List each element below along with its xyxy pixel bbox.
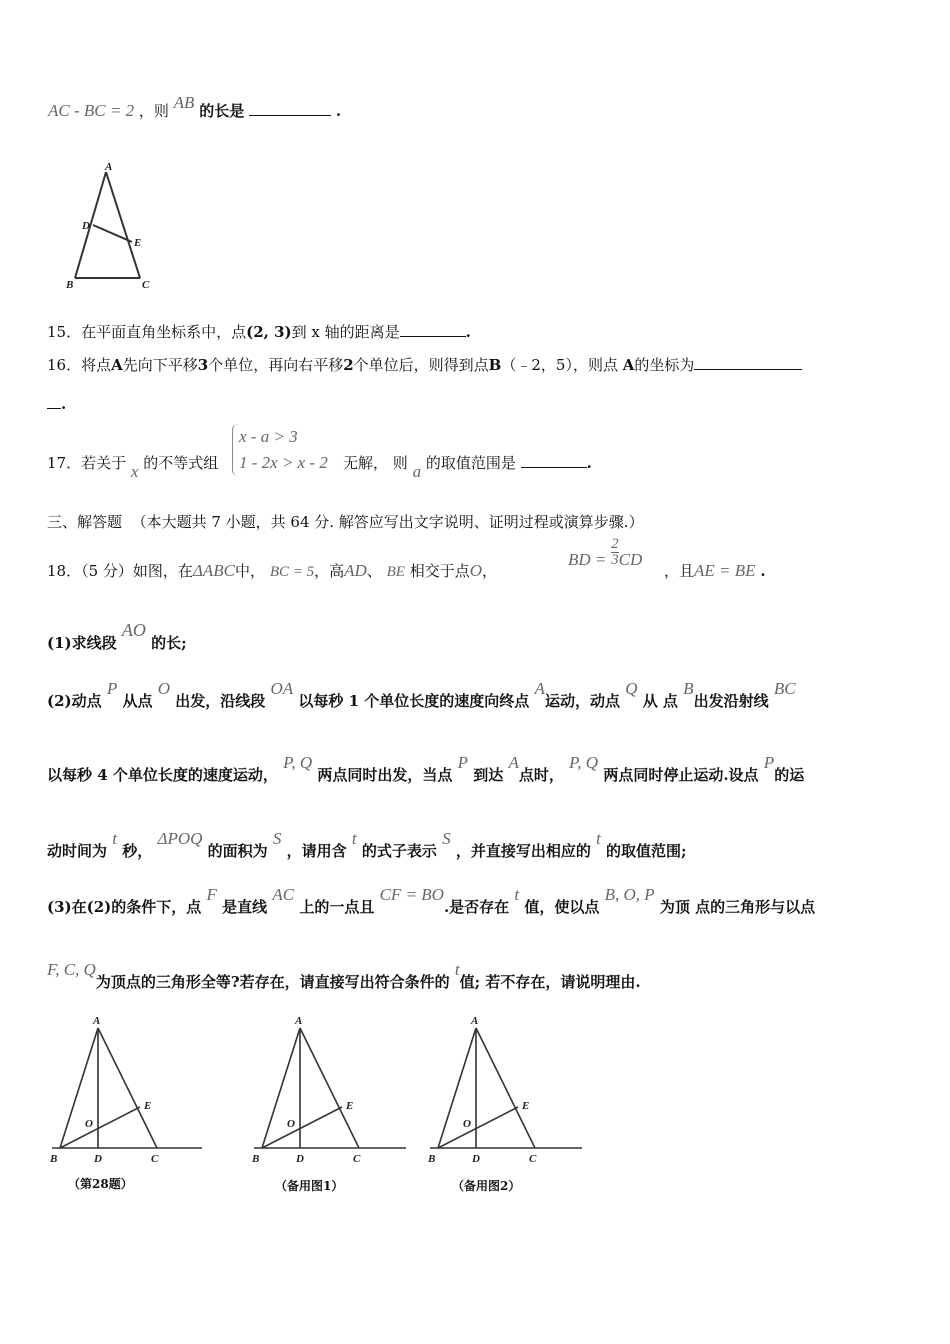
q15-text: 在平面直角坐标系中，点 <box>81 323 247 341</box>
figure-caption-backup-2: （备用图2） <box>452 1179 521 1193</box>
q18-part2-line3 <box>47 828 687 860</box>
q17-text2: 的不等式组 <box>143 454 219 472</box>
q17-var-x: x <box>130 462 139 481</box>
part2-l1-b: 从点 <box>122 692 153 710</box>
q18-frac-den: 3 <box>611 552 619 568</box>
fig2-side-ab <box>262 1028 300 1148</box>
q14-label-d: D <box>82 220 90 232</box>
figure-backup-2 <box>427 1015 582 1165</box>
fig3-label-e: E <box>522 1100 530 1112</box>
q18-part2-line2 <box>47 752 805 784</box>
q18-comma: ， <box>482 562 498 580</box>
q17-var-a: a <box>412 462 422 481</box>
fig2-side-ac <box>300 1028 359 1148</box>
part2-t3: t <box>596 829 601 848</box>
q18-part2-line1 <box>47 678 796 710</box>
section3-title: 三、解答题 <box>47 513 123 531</box>
part2-p: P <box>106 679 118 698</box>
fig1-label-e: E <box>144 1100 152 1112</box>
part2-l1-e: 运动，动点 <box>544 692 620 710</box>
q16-answer-blank <box>694 355 802 370</box>
q18-fraction <box>611 537 619 568</box>
part3-l1-d: .是否存在 <box>443 898 510 916</box>
q18-part1 <box>47 620 187 652</box>
part2-l3-g: 的取值范围; <box>606 842 687 860</box>
part3-l2-b: 值; 若不存在，请说明理由. <box>459 973 641 991</box>
q18-bd: BD = <box>568 549 607 569</box>
figure-caption-main: （第28题） <box>68 1177 133 1191</box>
q16-number: 16． <box>47 356 82 374</box>
q18-intro-tail <box>664 560 766 581</box>
part3-bop: B, O, P <box>604 885 655 904</box>
part2-t: t <box>112 829 117 848</box>
q15-period: . <box>465 323 471 341</box>
q18-intro <box>47 560 497 581</box>
fig3-label-o: O <box>463 1118 471 1130</box>
part2-b: B <box>683 679 694 698</box>
q14-label-c: C <box>142 279 150 291</box>
part2-l3-b: 秒， <box>122 842 153 860</box>
q16-coord: （﹣2，5） <box>501 356 573 374</box>
q16-point-b: B <box>488 356 502 374</box>
fig1-label-b: B <box>50 1153 58 1165</box>
q16-period: . <box>61 395 67 413</box>
fig1-label-a: A <box>93 1015 101 1027</box>
q18-text5: ，且 <box>664 562 695 580</box>
q15-number: 15． <box>47 323 82 341</box>
q14-answer-blank <box>249 101 331 116</box>
part2-l2-d: 点时， <box>518 766 564 784</box>
fig1-altitude-be <box>60 1107 140 1148</box>
fig1-label-c: C <box>151 1153 159 1165</box>
q14-label-e: E <box>134 237 142 249</box>
part2-l1-d: 以每秒 1 个单位长度的速度向终点 <box>298 692 530 710</box>
q14-period: . <box>335 102 342 120</box>
q17-inequality-1: x - a > 3 <box>239 427 298 446</box>
q16-num2: 2 <box>343 356 354 374</box>
part2-pq2: P, Q <box>569 753 599 772</box>
part2-l3-d: ，请用含 <box>286 842 347 860</box>
part2-o: O <box>157 679 171 698</box>
part2-l2-c: 到达 <box>473 766 504 784</box>
q16-num3: 3 <box>197 356 209 374</box>
q18-sep: 、 <box>366 562 382 580</box>
q16-text3: 个单位，再向右平移 <box>208 356 344 374</box>
q16-point-a: A <box>111 356 123 374</box>
q17-text1: 若关于 <box>81 454 127 472</box>
q16-text5: ，则点 <box>572 356 618 374</box>
q17-inequality-system <box>232 424 328 476</box>
q16-continuation <box>47 394 66 413</box>
part2-a2: A <box>508 753 519 772</box>
part3-f: F <box>206 885 217 904</box>
fig3-side-ac <box>476 1028 535 1148</box>
q16-blank-cont <box>47 394 61 409</box>
q17-inequality-2: 1 - 2x > x - 2 <box>239 453 328 472</box>
q18-period: . <box>760 562 766 580</box>
part2-q: Q <box>625 679 638 698</box>
part3-l1-e: 值，使以点 <box>524 898 600 916</box>
q15-point: (2, 3) <box>246 323 292 341</box>
q16-text6: 的坐标为 <box>634 356 695 374</box>
q18-frac-num: 2 <box>611 536 619 552</box>
part2-t2: t <box>351 829 357 848</box>
q14-math-ab: AB <box>173 93 195 112</box>
part2-l2-e: 两点同时停止运动.设点 <box>603 766 759 784</box>
part2-s2: S <box>442 829 451 848</box>
part2-l3-c: 的面积为 <box>207 842 268 860</box>
q16-point-a2: A <box>622 356 635 374</box>
part3-ac: AC <box>272 885 295 904</box>
q15-answer-blank <box>400 322 466 337</box>
q16-text2: 先向下平移 <box>122 356 198 374</box>
q18-figures <box>40 1012 600 1172</box>
part2-poq: ΔPOQ <box>157 829 203 848</box>
part2-l1-a: (2)动点 <box>47 692 102 710</box>
q17-period: . <box>586 454 592 472</box>
part3-t2: t <box>454 960 460 979</box>
fig2-label-e: E <box>346 1100 354 1112</box>
part3-l1-f: 为顶 点的三角形与以点 <box>659 898 816 916</box>
fig3-label-c: C <box>529 1153 537 1165</box>
figure-main <box>49 1015 202 1165</box>
part2-a: A <box>534 679 545 698</box>
q17-line <box>47 452 219 481</box>
part3-l2-a: 为顶点的三角形全等?若存在，请直接写出符合条件的 <box>95 973 450 991</box>
q18-cd: CD <box>618 549 643 569</box>
q14-side-ab <box>75 172 106 278</box>
part2-l3-a: 动时间为 <box>47 842 108 860</box>
q18-number: 18． <box>47 562 82 580</box>
fig2-label-a: A <box>295 1015 303 1027</box>
part2-l2-b: 两点同时出发，当点 <box>317 766 453 784</box>
part3-l1-c: 上的一点且 <box>299 898 375 916</box>
q14-label-b: B <box>66 279 74 291</box>
part2-p2: P <box>457 753 468 772</box>
part3-fcq: F, C, Q <box>47 960 96 979</box>
q16-text4: 个单位后，则得到点 <box>353 356 489 374</box>
fig1-label-d: D <box>94 1153 102 1165</box>
fig2-label-d: D <box>296 1153 304 1165</box>
q18-text2: 中， <box>235 562 266 580</box>
q16-line <box>47 354 907 375</box>
q15-line <box>47 321 907 342</box>
q18-score: （5 分） <box>81 562 133 580</box>
part3-l1-b: 是直线 <box>222 898 268 916</box>
figure-backup-1 <box>251 1015 406 1165</box>
q17-text4: 的取值范围是 <box>425 454 516 472</box>
q18-part3-line1 <box>47 884 816 916</box>
q14-triangle-figure <box>60 158 160 292</box>
q18-ad: AD <box>344 561 367 580</box>
q17-answer-blank <box>521 453 587 468</box>
q18-text3: ，高 <box>314 562 345 580</box>
fig2-label-c: C <box>353 1153 361 1165</box>
part3-t: t <box>514 885 520 904</box>
q17-text3: 无解， 则 <box>343 454 408 472</box>
fig3-label-d: D <box>472 1153 480 1165</box>
fig3-label-a: A <box>471 1015 479 1027</box>
fig1-label-o: O <box>85 1118 93 1130</box>
q18-part3-line2 <box>47 959 641 991</box>
fig1-side-ab <box>60 1028 98 1148</box>
part2-l1-f: 从 点 <box>642 692 678 710</box>
part2-l3-f: ，并直接写出相应的 <box>455 842 591 860</box>
q18-bd-equation <box>568 537 642 568</box>
q18-o: O <box>469 561 482 580</box>
q14-text-then: ，则 <box>138 102 169 120</box>
q17-number: 17． <box>47 454 82 472</box>
fig2-label-b: B <box>252 1153 260 1165</box>
part2-l3-e: 的式子表示 <box>361 842 437 860</box>
part2-pq: P, Q <box>283 753 313 772</box>
q18-triangle: ΔABC <box>192 561 236 580</box>
part1-ao: AO <box>121 620 146 640</box>
part2-bc: BC <box>773 679 796 698</box>
q18-text1: 如图，在 <box>132 562 193 580</box>
part2-l2-a: 以每秒 4 个单位长度的速度运动， <box>47 766 278 784</box>
q18-ae-be: AE = BE <box>694 561 756 580</box>
fig2-altitude-be <box>262 1107 342 1148</box>
q18-text4: 相交于点 <box>409 562 470 580</box>
section3-desc: （本大题共 7 小题，共 64 分. 解答应写出文字说明、证明过程或演算步骤.） <box>131 513 644 531</box>
part2-l2-f: 的运 <box>774 766 805 784</box>
fig3-label-b: B <box>428 1153 436 1165</box>
part2-s: S <box>272 829 282 848</box>
q18-bc: BC = 5 <box>269 564 315 580</box>
q15-text2: 到 x 轴的距离是 <box>291 323 400 341</box>
part1-label: (1)求线段 <box>47 634 117 652</box>
part2-l1-g: 出发沿射线 <box>693 692 769 710</box>
q16-text1: 将点 <box>81 356 112 374</box>
fig3-side-ab <box>438 1028 476 1148</box>
part2-p3: P <box>763 753 775 772</box>
q18-be: BE <box>386 564 405 580</box>
fig2-label-o: O <box>287 1118 295 1130</box>
q17-line-tail <box>343 452 592 481</box>
part2-l1-c: 出发，沿线段 <box>175 692 266 710</box>
figure-caption-backup-1: （备用图1） <box>275 1179 344 1193</box>
q14-text-tail: 的长是 <box>199 102 245 120</box>
q14-side-ac <box>106 172 140 278</box>
fig3-altitude-be <box>438 1107 518 1148</box>
q14-label-a: A <box>105 161 113 173</box>
q14-math-lhs: AC - BC = 2 <box>48 101 135 120</box>
section3-heading <box>47 511 907 532</box>
part1-tail: 的长; <box>151 634 187 652</box>
part3-l1-a: (3)在(2)的条件下，点 <box>47 898 202 916</box>
part2-oa: OA <box>270 679 294 698</box>
part3-cf-bo: CF = BO <box>379 885 444 904</box>
fig1-side-ac <box>98 1028 157 1148</box>
q14-line <box>48 93 342 121</box>
